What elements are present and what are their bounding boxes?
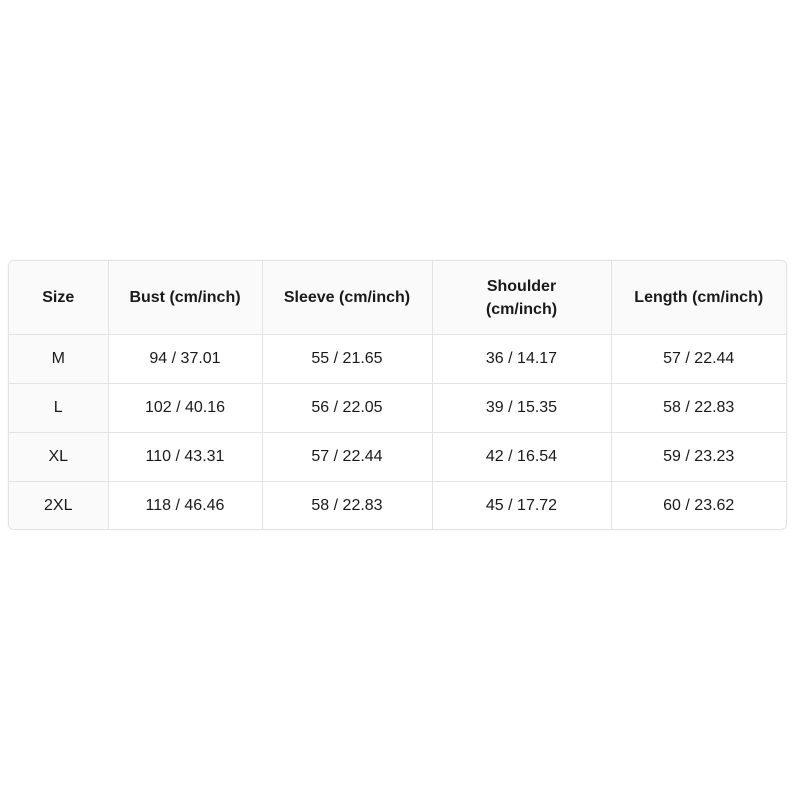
header-shoulder-label: Shoulder (cm/inch) xyxy=(485,277,558,318)
cell-size: XL xyxy=(9,433,108,482)
cell-sleeve: 56 / 22.05 xyxy=(262,384,432,433)
header-size-label: Size xyxy=(42,289,75,306)
size-chart-table-container xyxy=(8,260,787,530)
cell-size: L xyxy=(9,384,108,433)
cell-shoulder: 45 / 17.72 xyxy=(432,482,611,531)
cell-length: 58 / 22.83 xyxy=(611,384,786,433)
cell-length: 57 / 22.44 xyxy=(611,335,786,384)
cell-length: 60 / 23.62 xyxy=(611,482,786,531)
table-row xyxy=(9,384,786,433)
cell-sleeve: 57 / 22.44 xyxy=(262,433,432,482)
cell-size: M xyxy=(9,335,108,384)
table-row xyxy=(9,335,786,384)
cell-length: 59 / 23.23 xyxy=(611,433,786,482)
size-chart-table xyxy=(9,261,786,530)
header-length-label: Length (cm/inch) xyxy=(634,289,764,306)
cell-bust: 118 / 46.46 xyxy=(108,482,262,531)
cell-size: 2XL xyxy=(9,482,108,531)
table-header-row xyxy=(9,261,786,335)
cell-bust: 102 / 40.16 xyxy=(108,384,262,433)
header-bust-label: Bust (cm/inch) xyxy=(129,289,241,306)
header-bust xyxy=(108,261,262,335)
cell-shoulder: 36 / 14.17 xyxy=(432,335,611,384)
cell-shoulder: 39 / 15.35 xyxy=(432,384,611,433)
cell-shoulder: 42 / 16.54 xyxy=(432,433,611,482)
cell-sleeve: 58 / 22.83 xyxy=(262,482,432,531)
header-shoulder xyxy=(432,261,611,335)
header-size xyxy=(9,261,108,335)
cell-bust: 110 / 43.31 xyxy=(108,433,262,482)
table-row xyxy=(9,482,786,531)
header-sleeve xyxy=(262,261,432,335)
header-length xyxy=(611,261,786,335)
cell-sleeve: 55 / 21.65 xyxy=(262,335,432,384)
cell-bust: 94 / 37.01 xyxy=(108,335,262,384)
table-row xyxy=(9,433,786,482)
header-sleeve-label: Sleeve (cm/inch) xyxy=(283,289,411,306)
